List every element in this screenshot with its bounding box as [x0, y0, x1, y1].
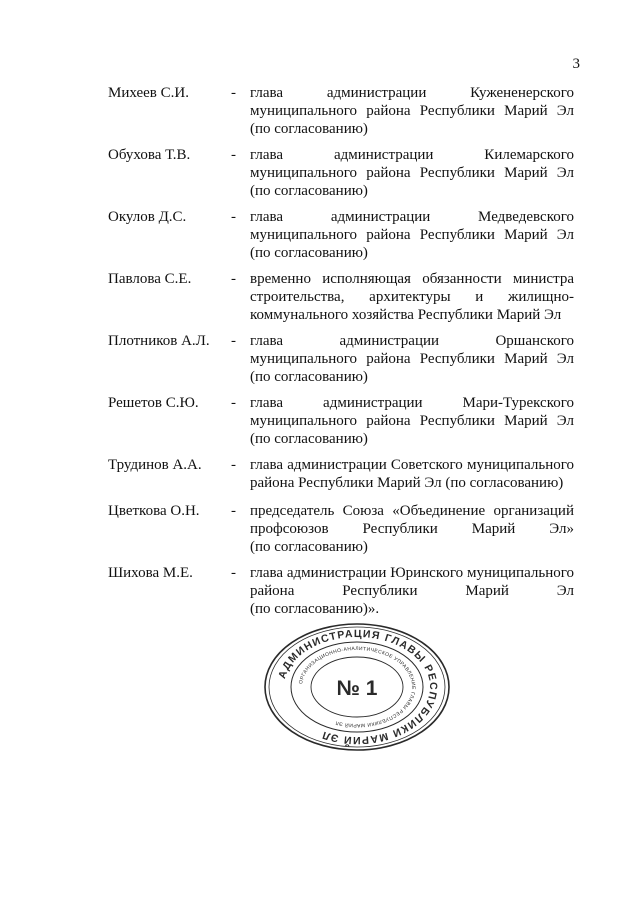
member-dash: -	[231, 147, 236, 163]
member-name: Михеев С.И.	[108, 85, 189, 101]
member-position-line: глава администрации Мари-Турекского	[250, 395, 574, 411]
member-dash: -	[231, 565, 236, 581]
seal-outer-text: АДМИНИСТРАЦИЯ ГЛАВЫ РЕСПУБЛИКИ МАРИЙ ЭЛ	[276, 627, 440, 747]
member-position-line: (по согласованию)	[250, 183, 368, 199]
member-position	[250, 564, 574, 618]
seal-number: № 1	[336, 677, 378, 700]
member-name: Цветкова О.Н.	[108, 503, 200, 519]
member-position-line: глава администрации Советского муниципального	[250, 457, 574, 473]
member-position-line: глава администрации Килемарского	[250, 147, 574, 163]
member-dash: -	[231, 271, 236, 287]
member-position-line: глава администрации Юринского муниципального	[250, 565, 574, 581]
member-position-line: глава администрации Оршанского	[250, 333, 574, 349]
member-name: Трудинов А.А.	[108, 457, 202, 473]
member-position-line: муниципального района Республики Марий Эл	[250, 103, 574, 119]
member-position-line: профсоюзов Республики Марий Эл»	[250, 521, 574, 537]
member-position	[250, 394, 574, 448]
member-position-line: (по согласованию)	[250, 369, 368, 385]
member-name: Окулов Д.С.	[108, 209, 187, 225]
member-position-line: (по согласованию)	[250, 539, 368, 555]
member-dash: -	[231, 503, 236, 519]
member-dash: -	[231, 457, 236, 473]
member-position-line: муниципального района Республики Марий Эл	[250, 227, 574, 243]
member-dash: -	[231, 395, 236, 411]
member-position-line: муниципального района Республики Марий Эл	[250, 351, 574, 367]
member-position-line: района Республики Марий Эл (по согласованию)	[250, 475, 564, 491]
member-position-line: коммунального хозяйства Республики Марий Эл	[250, 307, 562, 323]
member-position-line: муниципального района Республики Марий Эл	[250, 413, 574, 429]
member-name: Павлова С.Е.	[108, 271, 192, 287]
member-position-line: председатель Союза «Объединение организаций	[250, 503, 574, 519]
member-position	[250, 456, 574, 492]
member-position-line: строительства, архитектуры и жилищно-	[250, 289, 574, 305]
official-seal	[262, 622, 452, 752]
page-number: 3	[572, 56, 580, 72]
member-position	[250, 208, 574, 262]
member-position	[250, 502, 574, 556]
member-name: Обухова Т.В.	[108, 147, 191, 163]
member-position-line: глава администрации Медведевского	[250, 209, 574, 225]
member-position-line: района Республики Марий Эл	[250, 583, 574, 599]
member-name: Плотников А.Л.	[108, 333, 210, 349]
member-name: Шихова М.Е.	[108, 565, 193, 581]
member-dash: -	[231, 333, 236, 349]
member-position-line: (по согласованию)».	[250, 601, 380, 617]
member-position-line: глава администрации Кужененерского	[250, 85, 574, 101]
member-position	[250, 146, 574, 200]
member-position	[250, 84, 574, 138]
member-name: Решетов С.Ю.	[108, 395, 199, 411]
member-position-line: (по согласованию)	[250, 245, 368, 261]
seal-inner-text: ОРГАНИЗАЦИОННО-АНАЛИТИЧЕСКОЕ УПРАВЛЕНИЕ ГЛАВЫ РЕСПУБЛИКИ МАРИЙ ЭЛ	[298, 645, 417, 729]
member-position-line: временно исполняющая обязанности министра	[250, 271, 574, 287]
member-position-line: муниципального района Республики Марий Эл	[250, 165, 574, 181]
member-dash: -	[231, 85, 236, 101]
member-position	[250, 270, 574, 324]
member-dash: -	[231, 209, 236, 225]
member-position-line: (по согласованию)	[250, 121, 368, 137]
member-position	[250, 332, 574, 386]
member-position-line: (по согласованию)	[250, 431, 368, 447]
